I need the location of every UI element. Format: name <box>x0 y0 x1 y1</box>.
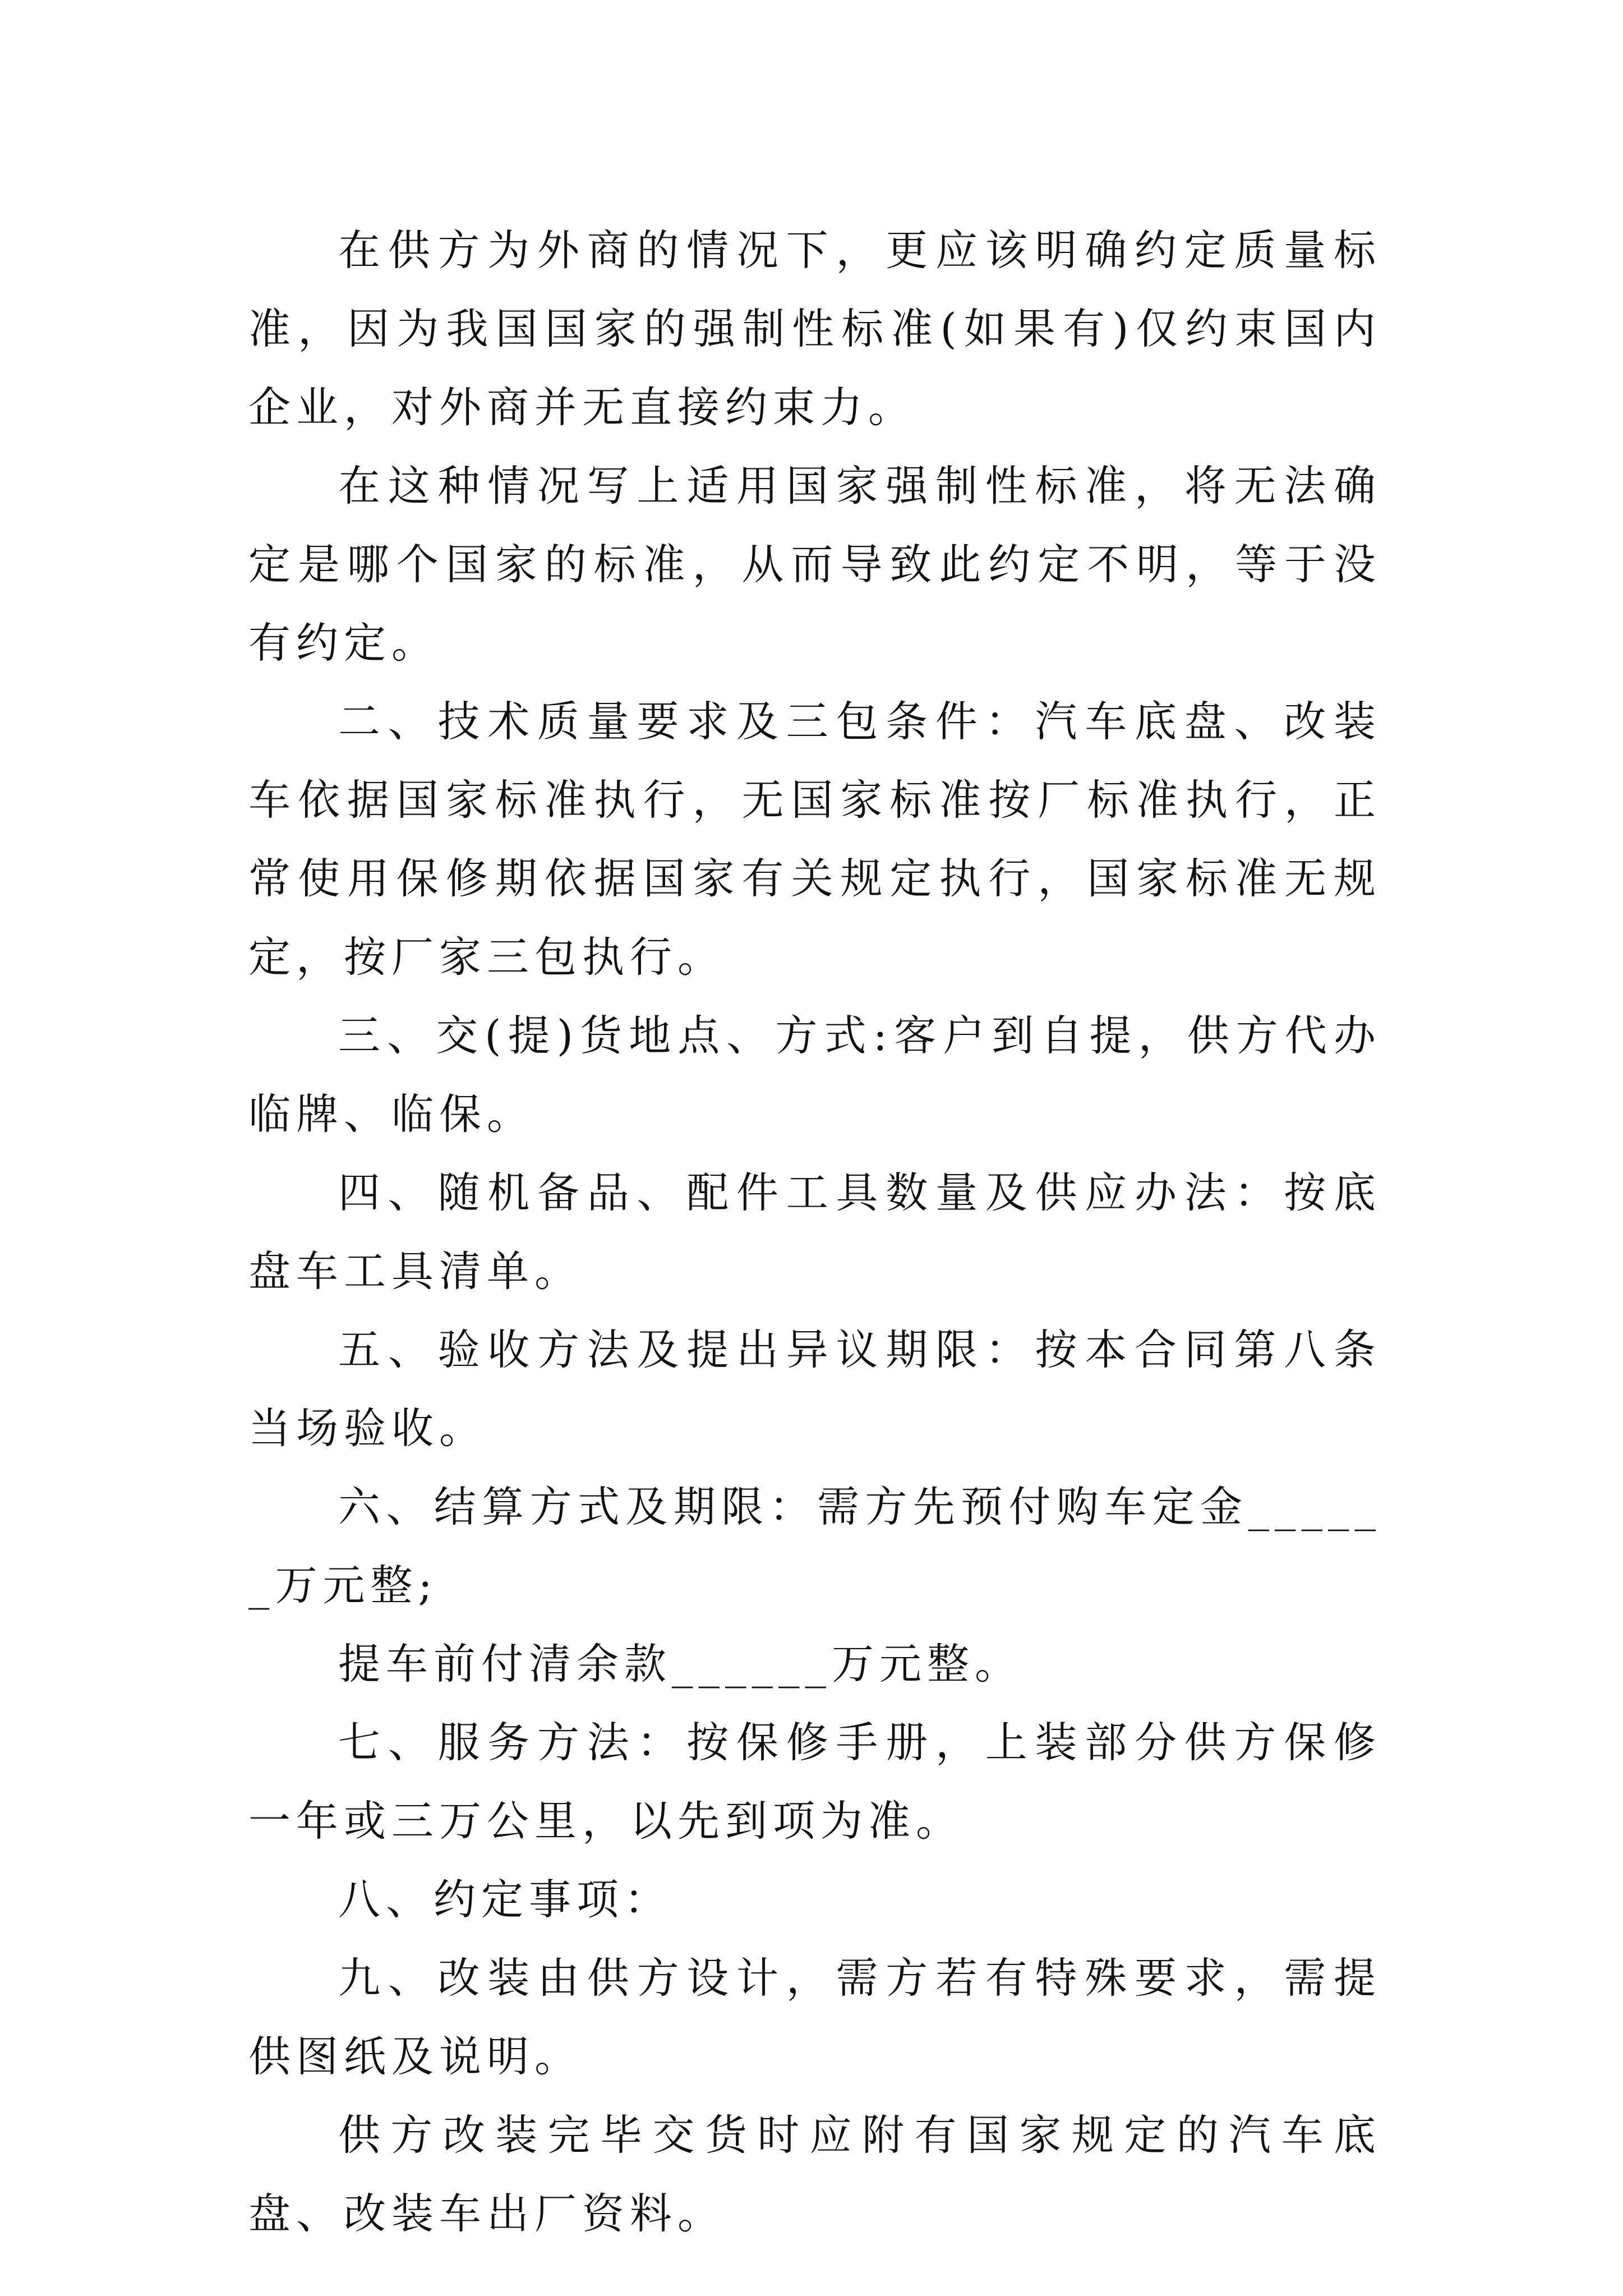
paragraph-clause-7: 七、服务方法：按保修手册，上装部分供方保修一年或三万公里，以先到项为准。 <box>248 1718 1381 1846</box>
paragraph-clause-9: 九、改装由供方设计，需方若有特殊要求，需提供图纸及说明。 <box>248 1953 1381 2081</box>
document-body <box>248 211 1381 2253</box>
paragraph-clause-2: 二、技术质量要求及三包条件：汽车底盘、改装车依据国家标准执行，无国家标准按厂标准执行，正常使用保修期依据国家有关规定执行，国家标准无规定，按厂家三包执行。 <box>248 697 1381 982</box>
paragraph-balance-payment: 提车前付清余款______万元整。 <box>338 1639 1023 1688</box>
paragraph-clause-5: 五、验收方法及提出异议期限：按本合同第八条当场验收。 <box>248 1325 1381 1453</box>
paragraph-clause-6: 六、结算方式及期限：需方先预付购车定金______万元整; <box>248 1482 1381 1610</box>
paragraph-clause-8: 八、约定事项： <box>338 1875 672 1924</box>
paragraph-delivery-documents: 供方改装完毕交货时应附有国家规定的汽车底盘、改装车出厂资料。 <box>248 2110 1381 2238</box>
paragraph-clause-3: 三、交(提)货地点、方式:客户到自提，供方代办临牌、临保。 <box>248 1011 1381 1139</box>
paragraph-mandatory-standard: 在这种情况写上适用国家强制性标准，将无法确定是哪个国家的标准，从而导致此约定不明，等于没有约定。 <box>248 461 1381 668</box>
paragraph-clause-4: 四、随机备品、配件工具数量及供应办法：按底盘车工具清单。 <box>248 1168 1381 1296</box>
paragraph-foreign-supplier: 在供方为外商的情况下，更应该明确约定质量标准，因为我国国家的强制性标准(如果有)仅约束国内企业，对外商并无直接约束力。 <box>248 226 1381 432</box>
